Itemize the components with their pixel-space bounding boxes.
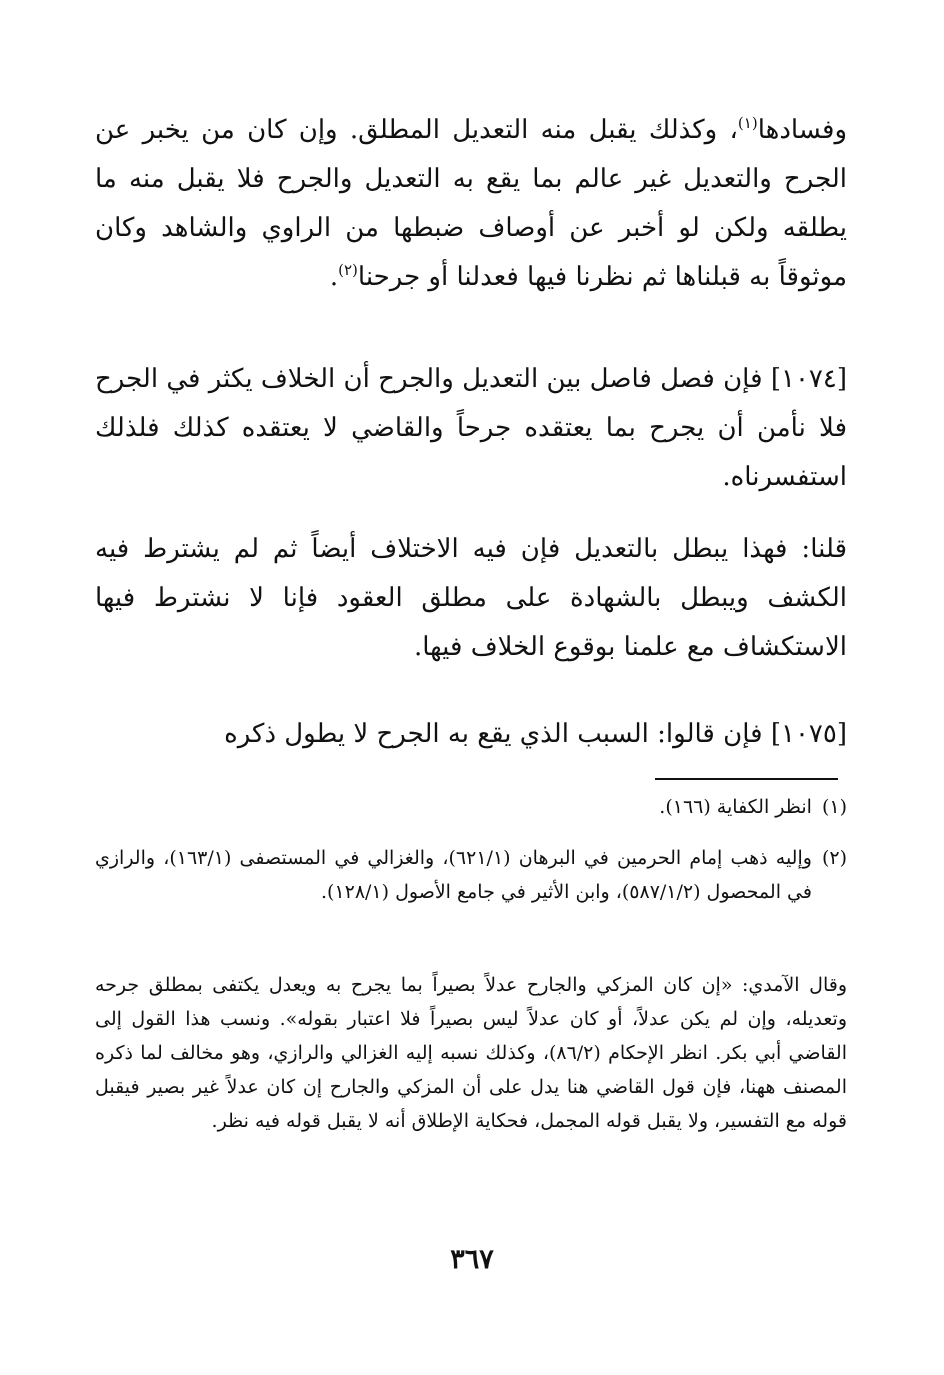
- footnote-separator: [655, 778, 838, 780]
- paragraph-1: [95, 106, 847, 302]
- footnote-ref-2: (٢): [338, 261, 358, 279]
- footnote-1-number: (١): [821, 796, 847, 818]
- paragraph-1-text-end: .: [329, 262, 339, 292]
- paragraph-1-text-middle: ، وكذلك يقبل منه التعديل المطلق. وإن كان من يخبر عن الجرح والتعديل غير عالم بما يقع به التعديل والجرح فلا يقبل منه ما يطلقه ولكن لو أخبر عن أوصاف ضبطها من الراوي والشاهد وكان موثوقاً به قبلناها ثم نظرنا فيها فعدلنا أو جرحنا: [95, 115, 847, 292]
- footnote-1: [95, 790, 847, 824]
- paragraph-4-text: [١٠٧٥] فإن قالوا: السبب الذي يقع به الجرح لا يطول ذكره: [224, 719, 847, 749]
- paragraph-2: [95, 355, 847, 502]
- paragraph-2-text: [١٠٧٤] فإن فصل فاصل بين التعديل والجرح أن الخلاف يكثر في الجرح فلا نأمن أن يجرح بما يعتقده جرحاً والقاضي لا يعتقده كذلك فلذلك استفسرناه.: [95, 364, 847, 492]
- page-number: ٣٦٧: [450, 1244, 494, 1275]
- footnote-ref-1: (١): [737, 114, 758, 132]
- paragraph-3-text: قلنا: فهذا يبطل بالتعديل فإن فيه الاختلاف أيضاً ثم لم يشترط فيه الكشف ويبطل بالشهادة على مطلق العقود فإنا لا نشترط فيها الاستكشاف مع علمنا بوقوع الخلاف فيها.: [95, 534, 847, 662]
- footnote-1-text: انظر الكفاية (١٦٦).: [659, 796, 812, 818]
- footnote-2-number: (٢): [821, 847, 847, 869]
- paragraph-4: [95, 710, 847, 759]
- footnote-2-continuation: وقال الآمدي: «إن كان المزكي والجارح عدلاً بصيراً بما يجرح به ويعدل يكتفى بمطلق جرحه وتعديله، وإن لم يكن عدلاً، أو كان عدلاً ليس بصيراً فلا اعتبار بقوله». ونسب هذا القول إلى القاضي أبي بكر. انظر الإحكام (٨٦/٢)، وكذلك نسبه إليه الغزالي والرازي، وهو مخالف لما ذكره المصنف ههنا، فإن قول القاضي هنا يدل على أن المزكي والجارح إن كان عدلاً غير بصير فيقبل قوله مع التفسير، ولا يقبل قوله المجمل، فحكاية الإطلاق أنه لا يقبل قوله فيه نظر.: [95, 974, 847, 1132]
- footnote-2-text: وإليه ذهب إمام الحرمين في البرهان (٦٢١/١)، والغزالي في المستصفى (١٦٣/١)، والرازي في المحصول (٥٨٧/١/٢)، وابن الأثير في جامع الأصول (١٢٨/١).: [95, 847, 812, 903]
- paragraph-3: [95, 525, 847, 672]
- paragraph-1-text-start: وفسادها: [757, 115, 847, 145]
- footnote-2: [95, 841, 847, 909]
